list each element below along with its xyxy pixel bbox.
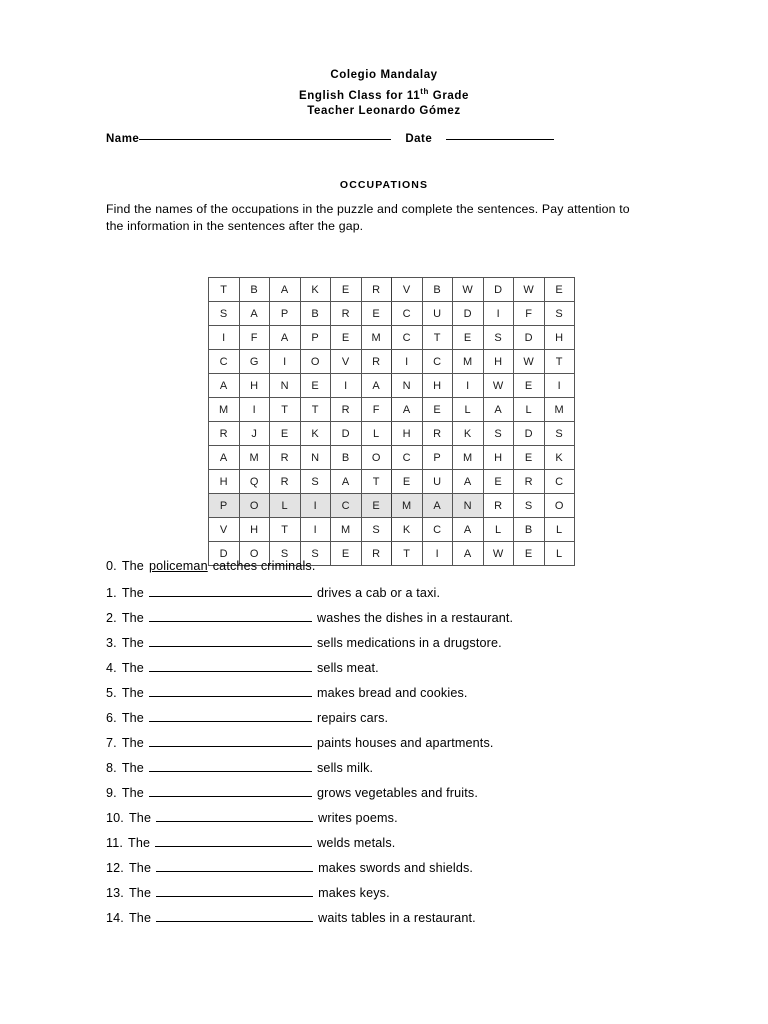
answer-blank[interactable] bbox=[149, 635, 312, 647]
answer-blank[interactable] bbox=[149, 585, 312, 597]
sentence-predicate: makes keys. bbox=[318, 886, 390, 900]
class-grade-line bbox=[0, 84, 768, 104]
answer-blank[interactable] bbox=[149, 685, 312, 697]
sentence-predicate: grows vegetables and fruits. bbox=[316, 786, 478, 800]
puzzle-row bbox=[209, 446, 575, 470]
sentence-number: 8. bbox=[106, 761, 117, 775]
puzzle-row bbox=[209, 374, 575, 398]
puzzle-cell[interactable]: I bbox=[239, 398, 270, 422]
puzzle-cell[interactable]: F bbox=[239, 326, 270, 350]
sentence-article: The bbox=[121, 661, 144, 675]
puzzle-cell[interactable]: I bbox=[270, 350, 301, 374]
sentence-article: The bbox=[128, 911, 152, 925]
puzzle-cell[interactable]: D bbox=[514, 422, 545, 446]
puzzle-cell[interactable]: O bbox=[544, 494, 575, 518]
puzzle-cell[interactable]: D bbox=[209, 542, 240, 566]
puzzle-row bbox=[209, 326, 575, 350]
puzzle-cell[interactable]: R bbox=[514, 470, 545, 494]
puzzle-cell[interactable]: N bbox=[392, 374, 423, 398]
puzzle-cell[interactable]: K bbox=[453, 422, 484, 446]
puzzle-cell[interactable]: U bbox=[422, 470, 453, 494]
sentence-item bbox=[106, 906, 706, 931]
school-name: Colegio Mandalay bbox=[330, 69, 438, 81]
class-grade-prefix: English Class for 11 bbox=[298, 89, 421, 102]
puzzle-cell[interactable]: M bbox=[544, 398, 575, 422]
sentence-list bbox=[106, 556, 706, 931]
sentence-number: 3. bbox=[106, 636, 117, 650]
puzzle-cell[interactable]: V bbox=[209, 518, 240, 542]
sentence-article: The bbox=[121, 761, 144, 775]
sentence-item bbox=[106, 881, 706, 906]
puzzle-cell[interactable]: B bbox=[331, 446, 362, 470]
puzzle-cell[interactable]: L bbox=[483, 518, 514, 542]
puzzle-cell[interactable]: F bbox=[514, 302, 545, 326]
puzzle-cell[interactable]: A bbox=[270, 278, 301, 302]
puzzle-cell[interactable]: A bbox=[453, 470, 484, 494]
puzzle-cell[interactable]: F bbox=[361, 398, 392, 422]
sentence-item bbox=[106, 681, 706, 706]
puzzle-cell[interactable]: J bbox=[239, 422, 270, 446]
puzzle-cell[interactable]: V bbox=[331, 350, 362, 374]
puzzle-cell[interactable]: P bbox=[422, 446, 453, 470]
answer-blank[interactable] bbox=[156, 860, 313, 872]
puzzle-cell[interactable]: W bbox=[514, 350, 545, 374]
puzzle-cell[interactable]: R bbox=[209, 422, 240, 446]
sentence-number: 1. bbox=[106, 586, 117, 600]
sentence-item bbox=[106, 731, 706, 756]
puzzle-cell[interactable]: K bbox=[544, 446, 575, 470]
sentence-number: 10. bbox=[106, 811, 124, 825]
puzzle-cell[interactable]: T bbox=[392, 542, 423, 566]
puzzle-cell[interactable]: D bbox=[453, 302, 484, 326]
puzzle-cell[interactable]: S bbox=[544, 422, 575, 446]
puzzle-cell[interactable]: S bbox=[361, 518, 392, 542]
puzzle-cell[interactable]: E bbox=[331, 278, 362, 302]
puzzle-row bbox=[209, 518, 575, 542]
puzzle-cell[interactable]: A bbox=[270, 326, 301, 350]
puzzle-cell[interactable]: T bbox=[270, 398, 301, 422]
answer-blank[interactable] bbox=[156, 910, 313, 922]
puzzle-cell[interactable]: A bbox=[331, 470, 362, 494]
sentence-predicate: washes the dishes in a restaurant. bbox=[316, 611, 514, 625]
puzzle-cell[interactable]: M bbox=[453, 446, 484, 470]
puzzle-cell[interactable]: H bbox=[544, 326, 575, 350]
word-search-grid bbox=[208, 277, 575, 566]
puzzle-cell[interactable]: P bbox=[300, 326, 331, 350]
puzzle-cell[interactable]: E bbox=[422, 398, 453, 422]
puzzle-cell[interactable]: S bbox=[209, 302, 240, 326]
puzzle-cell[interactable]: W bbox=[514, 278, 545, 302]
puzzle-cell[interactable]: L bbox=[361, 422, 392, 446]
puzzle-cell[interactable]: S bbox=[300, 542, 331, 566]
sentence-article: The bbox=[121, 636, 144, 650]
example-answer: policeman bbox=[148, 559, 208, 573]
puzzle-cell[interactable]: I bbox=[331, 374, 362, 398]
puzzle-cell[interactable]: N bbox=[270, 374, 301, 398]
sentence-number: 13. bbox=[106, 886, 124, 900]
puzzle-cell[interactable]: S bbox=[544, 302, 575, 326]
puzzle-cell[interactable]: K bbox=[300, 422, 331, 446]
sentence-item bbox=[106, 831, 706, 856]
instructions-text: Find the names of the occupations in the puzzle and complete the sentences. Pay attention to the information in the sentences after the gap. bbox=[106, 202, 630, 233]
sentence-number: 14. bbox=[106, 911, 124, 925]
puzzle-cell[interactable]: C bbox=[392, 446, 423, 470]
puzzle-cell[interactable]: H bbox=[483, 446, 514, 470]
sentence-article: The bbox=[121, 611, 144, 625]
puzzle-cell[interactable]: I bbox=[300, 518, 331, 542]
puzzle-cell[interactable]: C bbox=[422, 518, 453, 542]
puzzle-row bbox=[209, 278, 575, 302]
puzzle-cell[interactable]: S bbox=[270, 542, 301, 566]
puzzle-cell[interactable]: M bbox=[239, 446, 270, 470]
puzzle-cell[interactable]: W bbox=[483, 542, 514, 566]
puzzle-cell[interactable]: C bbox=[392, 302, 423, 326]
date-label: Date bbox=[405, 133, 433, 145]
puzzle-cell[interactable]: I bbox=[300, 494, 331, 518]
puzzle-cell[interactable]: K bbox=[300, 278, 331, 302]
name-blank[interactable] bbox=[139, 139, 391, 140]
answer-blank[interactable] bbox=[149, 660, 312, 672]
puzzle-cell[interactable]: L bbox=[453, 398, 484, 422]
puzzle-cell[interactable]: D bbox=[483, 278, 514, 302]
grade-ordinal-suffix: th bbox=[420, 86, 429, 96]
puzzle-cell[interactable]: S bbox=[300, 470, 331, 494]
puzzle-cell[interactable]: L bbox=[544, 542, 575, 566]
puzzle-cell[interactable]: H bbox=[239, 518, 270, 542]
puzzle-cell[interactable]: R bbox=[422, 422, 453, 446]
puzzle-cell[interactable]: N bbox=[453, 494, 484, 518]
sentence-item bbox=[106, 781, 706, 806]
sentence-predicate: welds metals. bbox=[317, 836, 396, 850]
puzzle-cell[interactable]: A bbox=[392, 398, 423, 422]
sentence-predicate: waits tables in a restaurant. bbox=[318, 911, 476, 925]
sentence-predicate: drives a cab or a taxi. bbox=[316, 586, 441, 600]
puzzle-cell[interactable]: O bbox=[300, 350, 331, 374]
puzzle-cell[interactable]: P bbox=[270, 302, 301, 326]
puzzle-cell[interactable]: S bbox=[483, 422, 514, 446]
puzzle-cell[interactable]: T bbox=[270, 518, 301, 542]
example-predicate: catches criminals. bbox=[212, 559, 316, 573]
puzzle-cell[interactable]: H bbox=[209, 470, 240, 494]
sentence-item bbox=[106, 806, 706, 831]
puzzle-cell[interactable]: G bbox=[239, 350, 270, 374]
sentence-article: The bbox=[121, 686, 144, 700]
sentence-number: 9. bbox=[106, 786, 117, 800]
puzzle-cell[interactable]: H bbox=[239, 374, 270, 398]
puzzle-cell[interactable]: E bbox=[392, 470, 423, 494]
puzzle-cell[interactable]: I bbox=[544, 374, 575, 398]
puzzle-cell[interactable]: L bbox=[544, 518, 575, 542]
sentence-predicate: sells meat. bbox=[316, 661, 379, 675]
puzzle-cell[interactable]: A bbox=[453, 542, 484, 566]
sentence-number: 12. bbox=[106, 861, 124, 875]
puzzle-cell[interactable]: Q bbox=[239, 470, 270, 494]
puzzle-cell[interactable]: C bbox=[544, 470, 575, 494]
puzzle-cell[interactable]: M bbox=[453, 350, 484, 374]
document-header bbox=[0, 68, 768, 119]
puzzle-cell[interactable]: A bbox=[209, 374, 240, 398]
puzzle-cell[interactable]: L bbox=[270, 494, 301, 518]
puzzle-row bbox=[209, 494, 575, 518]
puzzle-cell[interactable]: A bbox=[239, 302, 270, 326]
teacher-name: Teacher Leonardo Gómez bbox=[307, 104, 461, 117]
sentence-predicate: repairs cars. bbox=[316, 711, 389, 725]
puzzle-cell[interactable]: O bbox=[361, 446, 392, 470]
puzzle-cell[interactable]: C bbox=[422, 350, 453, 374]
sentence-item bbox=[106, 856, 706, 881]
puzzle-cell[interactable]: N bbox=[300, 446, 331, 470]
puzzle-cell[interactable]: E bbox=[270, 422, 301, 446]
answer-blank[interactable] bbox=[149, 610, 312, 622]
puzzle-cell[interactable]: I bbox=[483, 302, 514, 326]
sentence-number: 6. bbox=[106, 711, 117, 725]
puzzle-cell[interactable]: R bbox=[331, 302, 362, 326]
puzzle-cell[interactable]: D bbox=[514, 326, 545, 350]
puzzle-row bbox=[209, 398, 575, 422]
puzzle-cell[interactable]: T bbox=[422, 326, 453, 350]
puzzle-cell[interactable]: I bbox=[392, 350, 423, 374]
puzzle-cell[interactable]: D bbox=[331, 422, 362, 446]
sentence-number: 7. bbox=[106, 736, 117, 750]
sentence-article: The bbox=[128, 811, 152, 825]
name-date-row bbox=[106, 133, 666, 145]
puzzle-cell[interactable]: E bbox=[361, 494, 392, 518]
puzzle-cell[interactable]: R bbox=[270, 470, 301, 494]
puzzle-cell[interactable]: O bbox=[239, 542, 270, 566]
sentence-item bbox=[106, 606, 706, 631]
puzzle-row bbox=[209, 350, 575, 374]
sentence-number: 11. bbox=[106, 836, 124, 850]
puzzle-cell[interactable]: A bbox=[361, 374, 392, 398]
puzzle-cell[interactable]: T bbox=[209, 278, 240, 302]
sentence-item bbox=[106, 581, 706, 606]
puzzle-cell[interactable]: P bbox=[209, 494, 240, 518]
answer-blank[interactable] bbox=[155, 835, 312, 847]
puzzle-cell[interactable]: E bbox=[331, 542, 362, 566]
puzzle-cell[interactable]: U bbox=[422, 302, 453, 326]
puzzle-cell[interactable]: B bbox=[422, 278, 453, 302]
puzzle-row bbox=[209, 422, 575, 446]
puzzle-cell[interactable]: T bbox=[361, 470, 392, 494]
puzzle-cell[interactable]: E bbox=[331, 326, 362, 350]
sentence-number: 5. bbox=[106, 686, 117, 700]
puzzle-cell[interactable]: E bbox=[514, 446, 545, 470]
puzzle-cell[interactable]: A bbox=[422, 494, 453, 518]
word-search-puzzle bbox=[208, 277, 575, 566]
puzzle-cell[interactable]: C bbox=[331, 494, 362, 518]
sentence-number: 2. bbox=[106, 611, 117, 625]
puzzle-cell[interactable]: R bbox=[331, 398, 362, 422]
puzzle-cell[interactable]: A bbox=[483, 398, 514, 422]
puzzle-cell[interactable]: S bbox=[514, 494, 545, 518]
date-blank[interactable] bbox=[446, 139, 554, 140]
sentence-predicate: sells medications in a drugstore. bbox=[316, 636, 502, 650]
sentence-number: 4. bbox=[106, 661, 117, 675]
puzzle-cell[interactable]: L bbox=[514, 398, 545, 422]
example-sentence bbox=[106, 556, 706, 577]
puzzle-cell[interactable]: H bbox=[483, 350, 514, 374]
puzzle-cell[interactable]: H bbox=[422, 374, 453, 398]
sentence-item bbox=[106, 706, 706, 731]
puzzle-cell[interactable]: O bbox=[239, 494, 270, 518]
puzzle-cell[interactable]: E bbox=[544, 278, 575, 302]
puzzle-cell[interactable]: V bbox=[392, 278, 423, 302]
sentence-predicate: paints houses and apartments. bbox=[316, 736, 494, 750]
puzzle-cell[interactable]: E bbox=[361, 302, 392, 326]
name-label: Name bbox=[106, 133, 140, 145]
puzzle-cell[interactable]: B bbox=[514, 518, 545, 542]
class-grade-suffix: Grade bbox=[432, 89, 470, 102]
puzzle-cell[interactable]: M bbox=[392, 494, 423, 518]
puzzle-cell[interactable]: I bbox=[422, 542, 453, 566]
puzzle-cell[interactable]: E bbox=[300, 374, 331, 398]
puzzle-cell[interactable]: C bbox=[392, 326, 423, 350]
puzzle-cell[interactable]: A bbox=[453, 518, 484, 542]
puzzle-cell[interactable]: M bbox=[361, 326, 392, 350]
puzzle-cell[interactable]: K bbox=[392, 518, 423, 542]
sentence-article: The bbox=[121, 786, 144, 800]
sentence-predicate: sells milk. bbox=[316, 761, 374, 775]
sentence-article: The bbox=[128, 861, 152, 875]
example-the: The bbox=[121, 559, 144, 573]
puzzle-cell[interactable]: R bbox=[361, 542, 392, 566]
puzzle-cell[interactable]: I bbox=[209, 326, 240, 350]
answer-blank[interactable] bbox=[149, 710, 312, 722]
answer-blank[interactable] bbox=[149, 735, 312, 747]
puzzle-cell[interactable]: T bbox=[544, 350, 575, 374]
answer-blank[interactable] bbox=[149, 785, 312, 797]
puzzle-cell[interactable]: S bbox=[483, 326, 514, 350]
sentence-article: The bbox=[121, 586, 144, 600]
puzzle-cell[interactable]: B bbox=[239, 278, 270, 302]
answer-blank[interactable] bbox=[149, 760, 312, 772]
puzzle-cell[interactable]: M bbox=[331, 518, 362, 542]
sentence-item bbox=[106, 756, 706, 781]
puzzle-cell[interactable]: T bbox=[300, 398, 331, 422]
sentence-predicate: writes poems. bbox=[318, 811, 398, 825]
puzzle-cell[interactable]: B bbox=[300, 302, 331, 326]
puzzle-cell[interactable]: C bbox=[209, 350, 240, 374]
puzzle-cell[interactable]: H bbox=[392, 422, 423, 446]
answer-blank[interactable] bbox=[156, 810, 313, 822]
sentence-article: The bbox=[121, 736, 144, 750]
puzzle-cell[interactable]: R bbox=[483, 494, 514, 518]
section-title: OCCUPATIONS bbox=[339, 179, 429, 191]
puzzle-cell[interactable]: R bbox=[270, 446, 301, 470]
puzzle-cell[interactable]: R bbox=[361, 350, 392, 374]
sentence-item bbox=[106, 656, 706, 681]
puzzle-cell[interactable]: M bbox=[209, 398, 240, 422]
puzzle-cell[interactable]: I bbox=[453, 374, 484, 398]
puzzle-cell[interactable]: W bbox=[483, 374, 514, 398]
puzzle-cell[interactable]: E bbox=[514, 374, 545, 398]
puzzle-cell[interactable]: A bbox=[209, 446, 240, 470]
puzzle-cell[interactable]: W bbox=[453, 278, 484, 302]
puzzle-cell[interactable]: E bbox=[483, 470, 514, 494]
puzzle-cell[interactable]: E bbox=[453, 326, 484, 350]
sentence-predicate: makes bread and cookies. bbox=[316, 686, 468, 700]
puzzle-row bbox=[209, 302, 575, 326]
answer-blank[interactable] bbox=[156, 885, 313, 897]
sentence-predicate: makes swords and shields. bbox=[318, 861, 474, 875]
puzzle-row bbox=[209, 470, 575, 494]
example-number: 0. bbox=[106, 559, 117, 573]
sentence-article: The bbox=[121, 711, 144, 725]
sentence-article: The bbox=[128, 886, 152, 900]
sentence-item bbox=[106, 631, 706, 656]
puzzle-cell[interactable]: R bbox=[361, 278, 392, 302]
sentence-article: The bbox=[128, 836, 151, 850]
puzzle-cell[interactable]: E bbox=[514, 542, 545, 566]
